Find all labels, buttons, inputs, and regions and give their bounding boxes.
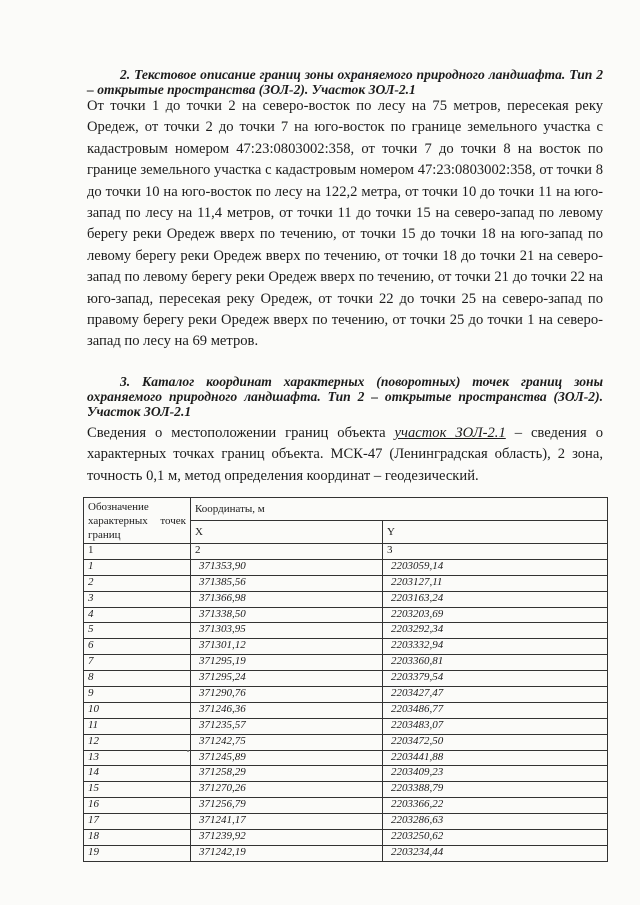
point-number-cell: 15 [84, 782, 191, 798]
coordinates-table-body [84, 498, 608, 862]
y-coordinate-cell: 2203292,34 [383, 623, 608, 639]
column-index-cell: 3 [383, 544, 608, 560]
intro-text-before: Сведения о местоположении границ объекта [87, 425, 395, 441]
table-row [84, 814, 608, 830]
x-coordinate-cell: 371241,17 [191, 814, 383, 830]
column-index-cell: 1 [84, 544, 191, 560]
x-coordinate-cell: 371242,19 [191, 845, 383, 861]
x-coordinate-cell: 371290,76 [191, 687, 383, 703]
y-coordinate-cell: 2203441,88 [383, 750, 608, 766]
table-row [84, 639, 608, 655]
x-coordinate-cell: 371366,98 [191, 591, 383, 607]
x-coordinate-cell: 371256,79 [191, 798, 383, 814]
x-coordinate-cell: 371295,19 [191, 655, 383, 671]
table-row [84, 718, 608, 734]
point-number-cell: 19 [84, 845, 191, 861]
table-row [84, 782, 608, 798]
x-column-header: X [191, 521, 383, 544]
y-coordinate-cell: 2203409,23 [383, 766, 608, 782]
plot-link: участок ЗОЛ-2.1 [394, 425, 506, 441]
y-coordinate-cell: 2203250,62 [383, 830, 608, 846]
table-row [84, 575, 608, 591]
table-row [84, 687, 608, 703]
point-number-cell: 4 [84, 607, 191, 623]
column-index-cell: 2 [191, 544, 383, 560]
y-coordinate-cell: 2203486,77 [383, 702, 608, 718]
y-coordinate-cell: 2203332,94 [383, 639, 608, 655]
point-number-cell: 16 [84, 798, 191, 814]
point-number-cell: 1 [84, 559, 191, 575]
point-number-cell: 13 [84, 750, 191, 766]
table-row [84, 845, 608, 861]
table-row [84, 734, 608, 750]
table-row [84, 766, 608, 782]
x-coordinate-cell: 371303,95 [191, 623, 383, 639]
table-row [84, 671, 608, 687]
y-coordinate-cell: 2203379,54 [383, 671, 608, 687]
point-number-cell: 5 [84, 623, 191, 639]
coordinates-column-header: Координаты, м [191, 498, 608, 521]
x-coordinate-cell: 371258,29 [191, 766, 383, 782]
x-coordinate-cell: 371338,50 [191, 607, 383, 623]
x-coordinate-cell: 371245,89 [191, 750, 383, 766]
point-number-cell: 9 [84, 687, 191, 703]
y-coordinate-cell: 2203360,81 [383, 655, 608, 671]
y-coordinate-cell: 2203059,14 [383, 559, 608, 575]
table-row [84, 623, 608, 639]
point-number-cell: 7 [84, 655, 191, 671]
x-coordinate-cell: 371246,36 [191, 702, 383, 718]
section-3-intro [87, 423, 603, 487]
x-coordinate-cell: 371353,90 [191, 559, 383, 575]
table-row [84, 830, 608, 846]
coordinates-table [83, 497, 608, 862]
y-coordinate-cell: 2203472,50 [383, 734, 608, 750]
x-coordinate-cell: 371301,12 [191, 639, 383, 655]
intro-text-after: – сведения о характерных точках границ объекта. МСК-47 (Ленинградская область), 2 зона, точность 0,1 м, метод определения координат – геодезический. [87, 425, 603, 484]
y-coordinate-cell: 2203286,63 [383, 814, 608, 830]
y-coordinate-cell: 2203127,11 [383, 575, 608, 591]
table-row [84, 750, 608, 766]
x-coordinate-cell: 371239,92 [191, 830, 383, 846]
table-row [84, 559, 608, 575]
table-row [84, 655, 608, 671]
point-number-cell: 8 [84, 671, 191, 687]
y-coordinate-cell: 2203366,22 [383, 798, 608, 814]
scan-speck [187, 750, 189, 752]
section-2-heading: 2. Текстовое описание границ зоны охраняемого природного ландшафта. Тип 2 – открытые пространства (ЗОЛ-2). Участок ЗОЛ-2.1 [87, 67, 603, 97]
point-number-cell: 17 [84, 814, 191, 830]
y-coordinate-cell: 2203388,79 [383, 782, 608, 798]
point-column-header: Обозначение характерных точек границ [84, 498, 191, 544]
table-header-row [84, 498, 608, 521]
table-row [84, 702, 608, 718]
x-coordinate-cell: 371385,56 [191, 575, 383, 591]
section-2-boundary-description: От точки 1 до точки 2 на северо-восток по лесу на 75 метров, пересекая реку Оредеж, от точки 2 до точки 7 на юго-восток по границе земельного участка с кадастровым номером 47:23:0803002:358, от точки 7 до точки 8 на восток по границе земельного участка с кадастровым номером 47:23:0803002:358, от точки 8 до точки 10 на юго-восток по лесу на 122,2 метра, от точки 10 до точки 11 на юго-запад по лесу на 11,4 метров, от точки 11 до точки 15 на северо-запад по левому берегу реки Оредеж вверх по течению, от точки 15 до точки 18 на юго-запад по левому берегу реки Оредеж вверх по течению, от точки 18 до точки 21 на северо-запад по левому берегу реки Оредеж вверх по течению, от точки 21 до точки 22 на юго-запад, пересекая реку Оредеж, от точки 22 до точки 25 на северо-запад по правому берегу реки Оредеж вверх по течению, от точки 25 до точки 1 на северо-запад по лесу на 69 метров. [87, 98, 603, 350]
section-3-heading: 3. Каталог координат характерных (поворотных) точек границ зоны охраняемого природного ландшафта. Тип 2 – открытые пространства (ЗОЛ-2). Участок ЗОЛ-2.1 [87, 374, 603, 419]
table-row [84, 798, 608, 814]
point-number-cell: 3 [84, 591, 191, 607]
point-number-cell: 6 [84, 639, 191, 655]
y-coordinate-cell: 2203483,07 [383, 718, 608, 734]
y-coordinate-cell: 2203427,47 [383, 687, 608, 703]
point-number-cell: 2 [84, 575, 191, 591]
column-index-row [84, 544, 608, 560]
x-coordinate-cell: 371242,75 [191, 734, 383, 750]
table-row [84, 607, 608, 623]
point-number-cell: 14 [84, 766, 191, 782]
y-coordinate-cell: 2203203,69 [383, 607, 608, 623]
y-column-header: Y [383, 521, 608, 544]
y-coordinate-cell: 2203163,24 [383, 591, 608, 607]
x-coordinate-cell: 371295,24 [191, 671, 383, 687]
x-coordinate-cell: 371235,57 [191, 718, 383, 734]
point-number-cell: 12 [84, 734, 191, 750]
table-row [84, 591, 608, 607]
x-coordinate-cell: 371270,26 [191, 782, 383, 798]
point-number-cell: 18 [84, 830, 191, 846]
y-coordinate-cell: 2203234,44 [383, 845, 608, 861]
point-number-cell: 11 [84, 718, 191, 734]
point-number-cell: 10 [84, 702, 191, 718]
